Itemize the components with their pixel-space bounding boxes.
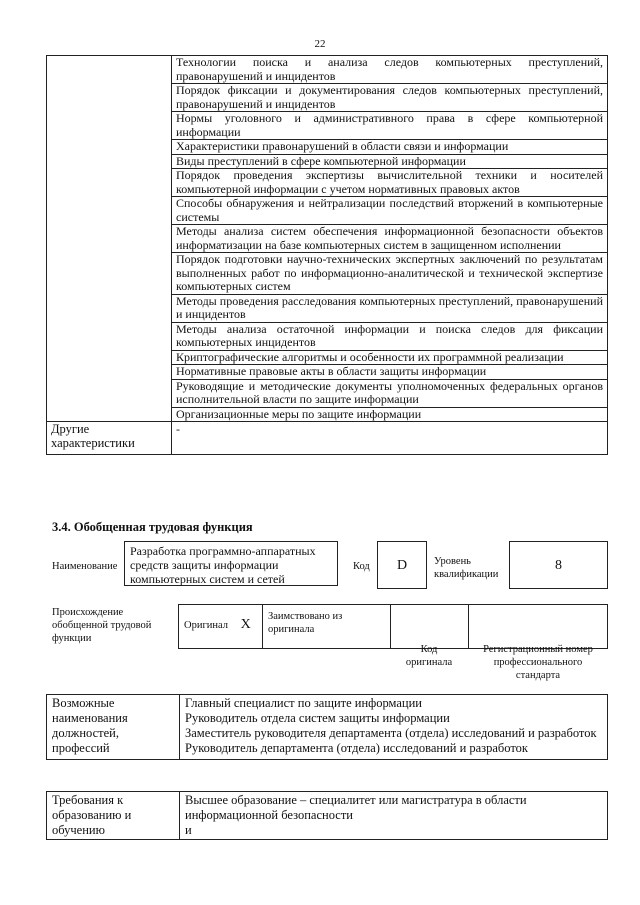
knowledge-item: Методы анализа остаточной информации и поиска следов для фиксации компьютерных инцидентов [172,322,608,350]
function-name-label: Наименование [52,561,118,572]
knowledge-item: Способы обнаружения и нейтрализации последствий вторжений в компьютерные системы [172,197,608,225]
other-characteristics-value: - [172,422,608,455]
origin-code-caption [396,643,462,669]
other-characteristics-label: Другие характеристики [47,422,172,455]
knowledge-item: Организационные меры по защите информации [172,407,608,422]
position-item: Заместитель руководителя департамента (отдела) исследований и разработок [185,726,597,740]
origin-borrowed-cell [263,605,391,648]
qualification-level-label-line: Уровень [434,556,471,567]
positions-label-line: профессий [52,741,110,755]
origin-borrowed-label-line: оригинала [268,624,315,635]
position-item: Руководитель отдела систем защиты информации [185,711,450,725]
origin-reg-caption-line: Регистрационный номер [483,644,593,655]
qualification-level-label [434,555,498,581]
education-line: Высшее образование – специалитет или магистратура в области [185,793,527,807]
knowledge-item: Характеристики правонарушений в области связи и информации [172,140,608,155]
origin-code-caption-line: оригинала [405,657,453,668]
knowledge-item: Криптографические алгоритмы и особенности их программной реализации [172,350,608,365]
education-label [47,792,180,840]
function-name-value: Разработка программно-аппаратных средств защиты информации компьютерных систем и сетей [124,541,338,586]
position-item: Руководитель департамента (отдела) исследований и разработок [185,741,528,755]
knowledge-item: Методы проведения расследования компьютерных преступлений, правонарушений и инцидентов [172,294,608,322]
origin-label [52,606,151,645]
origin-code-cell [391,605,469,648]
origin-original-mark: X [240,617,251,632]
knowledge-label-cell [47,56,172,422]
position-item: Главный специалист по защите информации [185,696,422,710]
knowledge-item: Нормы уголовного и административного права в сфере компьютерной информации [172,112,608,140]
education-line: информационной безопасности [185,808,353,822]
knowledge-item: Руководящие и методические документы уполномоченных федеральных органов исполнительной власти по защите информации [172,379,608,407]
knowledge-table [46,55,608,455]
positions-label-line: наименования [52,711,128,725]
origin-label-line: обобщенной трудовой [52,620,152,631]
knowledge-item: Технологии поиска и анализа следов компьютерных преступлений, правонарушений и инцидентов [172,56,608,84]
qualification-level-value: 8 [509,541,608,589]
function-code-label: Код [353,561,370,572]
knowledge-item: Методы анализа систем обеспечения информационной безопасности объектов информатизации на базе компьютерных систем в защищенном исполнении [172,225,608,253]
education-label-line: образованию и [52,808,132,822]
education-line: и [185,823,192,837]
origin-reg-caption-line: стандарта [515,670,561,681]
origin-original-label: Оригинал [184,620,228,631]
origin-label-line: функции [52,633,92,644]
positions-label-line: должностей, [52,726,119,740]
education-label-line: обучению [52,823,105,837]
section-heading: 3.4. Обобщенная трудовая функция [52,520,253,534]
origin-label-line: Происхождение [52,607,124,618]
knowledge-item: Порядок фиксации и документирования следов компьютерных преступлений, правонарушений и инцидентов [172,84,608,112]
origin-original-cell [179,605,263,648]
education-label-line: Требования к [52,793,124,807]
page-number: 22 [314,38,326,50]
knowledge-item: Порядок подготовки научно-технических экспертных заключений по результатам выполненных работ по информационно-аналитической и технической экспертизе компьютерных систем [172,253,608,295]
qualification-level-label-line: квалификации [434,569,499,580]
knowledge-item: Нормативные правовые акты в области защиты информации [172,365,608,380]
positions-list [180,695,608,760]
knowledge-item: Виды преступлений в сфере компьютерной информации [172,154,608,169]
positions-label-line: Возможные [52,696,115,710]
education-table [46,791,608,840]
function-code-value: D [377,541,427,589]
knowledge-item: Порядок проведения экспертизы вычислительной техники и носителей компьютерной информации с учетом нормативных правовых актов [172,169,608,197]
origin-code-caption-line: Код [420,644,438,655]
positions-label [47,695,180,760]
origin-reg-caption-line: профессионального [493,657,583,668]
education-value [180,792,608,840]
origin-reg-caption [468,643,608,682]
origin-borrowed-label-line: Заимствовано из [268,611,343,622]
positions-table [46,694,608,760]
origin-reg-number-cell [469,605,607,648]
